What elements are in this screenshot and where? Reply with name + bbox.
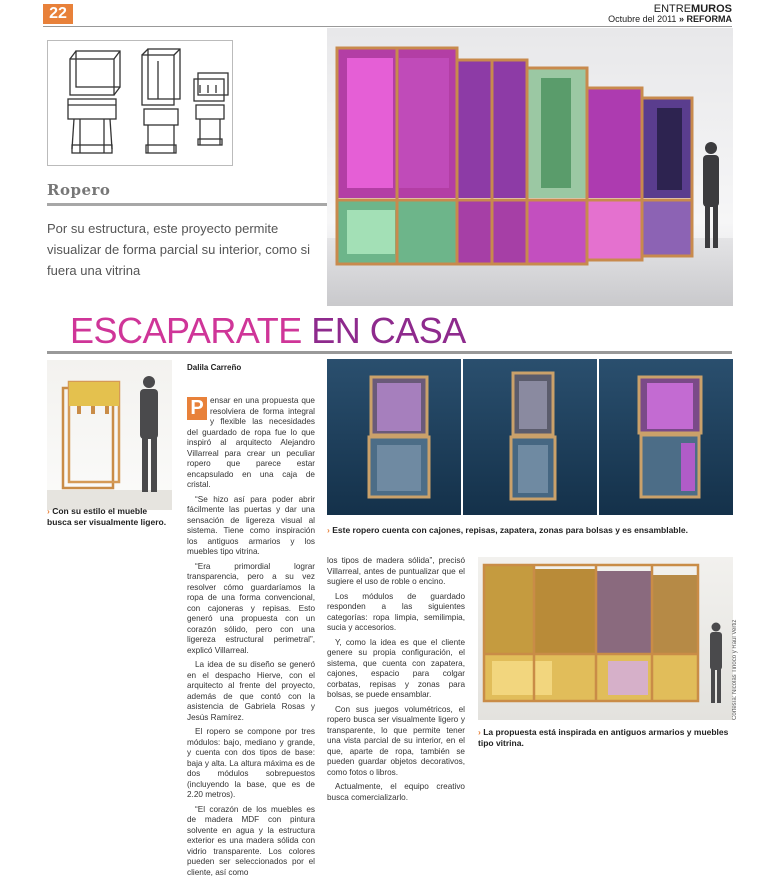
brand-normal: ENTRE (653, 3, 692, 15)
left-wardrobe-render (47, 360, 172, 510)
wardrobe-photo-1 (327, 359, 461, 515)
section-label: Ropero (47, 181, 111, 199)
left-photo-caption-text: Con su estilo el mueble busca ser visualmente ligero. (47, 506, 167, 527)
wardrobe-sketch-drawing (48, 41, 234, 167)
article-paragraph: La idea de su diseño se generó en el despacho Hierve, con el arquitecto al frente del proyecto, además de que contó con la asistencia de Gabriela Rosas y Jesús Ramírez. (187, 660, 315, 722)
wardrobe-photo-3 (599, 359, 733, 515)
article-paragraph: los tipos de madera sólida”, precisó Villarreal, antes de puntualizar que el sugiere el uso de roble o encino. (327, 556, 465, 586)
article-column-1 (187, 396, 315, 882)
date-separator: » (678, 14, 684, 24)
issue-date-text: Octubre del 2011 (608, 14, 677, 24)
article-paragraph: El ropero se compone por tres módulos: bajo, mediano y grande, y cuenta con dos tipos de base: baja y alta. La altura máxima es de dos módulos sobrepuestos (incluyendo la base, que es de 2.20 metros). (187, 727, 315, 799)
section-name: REFORMA (686, 14, 732, 24)
bottom-wardrobe-render (478, 557, 733, 720)
headline-rule (47, 351, 732, 354)
article-paragraph: Los módulos de guardado responden a las siguientes categorías: ropa limpia, semilimpia, sucia y accesorios. (327, 591, 465, 632)
left-photo-caption (47, 506, 172, 528)
header-rule (43, 26, 732, 27)
wardrobe-photo-1-render (327, 359, 461, 515)
caption-arrow: › (47, 506, 50, 516)
article-paragraph: “Se hizo así para poder abrir fácilmente las puertas y dar una sensación de ligereza visual al sistema. Tiene como inspiración los antiguos armarios y los muebles tipo vitrina. (187, 494, 315, 556)
bottom-photo-caption-text: La propuesta está inspirada en antiguos armarios y muebles tipo vitrina. (478, 727, 729, 748)
lead-text: Por su estructura, este proyecto permite visualizar de forma parcial su interior, como si fuera una vitrina (47, 221, 310, 278)
article-paragraph: Con sus juegos volumétricos, el ropero busca ser visualmente ligero y transparente, lo que permite tener una vista parcial de su interior, en el que, aparte de ropa, también se pueden guardar objetos decorativos, como fotos o libros. (327, 704, 465, 777)
section-rule (47, 203, 327, 206)
dropcap: P (187, 397, 207, 420)
three-photos-caption-text: Este ropero cuenta con cajones, repisas, zapatera, zonas para bolsas y es ensamblable. (332, 525, 688, 535)
page-number: 22 (43, 4, 73, 24)
main-wardrobe-render (327, 28, 733, 306)
three-photos-caption (327, 525, 733, 536)
wardrobe-photo-2 (463, 359, 597, 515)
brand-bold: MUROS (691, 3, 732, 15)
byline: Dalila Carreño (187, 363, 242, 372)
wardrobe-sketch (47, 40, 233, 166)
bottom-photo-caption (478, 727, 733, 749)
wardrobe-photo-2-render (463, 359, 597, 515)
headline (70, 310, 466, 352)
article-paragraph (187, 396, 315, 491)
article-column-2 (327, 556, 465, 807)
headline-part1: ESCAPARATE (70, 310, 302, 351)
main-wardrobe-photo (327, 28, 733, 306)
photo-credit: Cortesía: Nicolás Tinoco y Raúl Vertiz (732, 619, 738, 720)
article-paragraph: “El corazón de los muebles es de madera MDF con pintura solvente en agua y la estructura exterior es una madera sólida con vidrio transparente. Los colores pueden ser seleccionados por el cliente, así como (187, 804, 315, 877)
wardrobe-photo-3-render (599, 359, 733, 515)
left-wardrobe-photo (47, 360, 172, 510)
article-paragraph: Actualmente, el equipo creativo busca comercializarlo. (327, 782, 465, 802)
article-paragraph: “Era primordial lograr transparencia, pero a su vez resolver cómo guardaríamos la ropa de una forma convencional, con cajoneras y repisas. Esto generó una propuesta con un corazón sólido, pero con una ligereza estructural perimetral”, explicó Villarreal. (187, 561, 315, 655)
bottom-wardrobe-photo (478, 557, 733, 720)
paragraph-text: ensar en una propuesta que resolviera de forma integral y flexible las necesidades del guardado de ropa fue lo que inspiró al arquitecto Alejandro Villarreal para crear un peculiar ropero que parece estar encapsulado en una caja de cristal. (187, 396, 315, 489)
issue-date (608, 14, 732, 24)
three-wardrobe-photos (327, 359, 733, 515)
article-paragraph: Y, como la idea es que el cliente genere su propia configuración, el sistema, que cuenta con zapatera, cajones, espacio para colgar corbatas, repisas y zonas para bolsas, se puede ensamblar. (327, 637, 465, 699)
caption-arrow: › (478, 727, 481, 737)
headline-part2: EN CASA (311, 310, 466, 351)
caption-arrow: › (327, 525, 330, 535)
